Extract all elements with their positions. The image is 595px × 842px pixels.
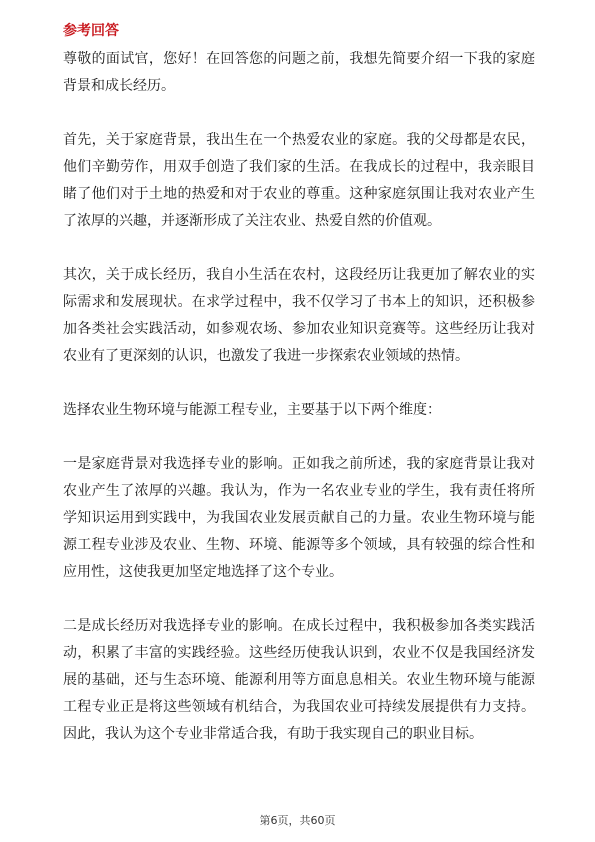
- paragraph-growth-experience: 其次，关于成长经历，我自小生活在农村，这段经历让我更加了解农业的实际需求和发展现状。在求学过程中，我不仅学习了书本上的知识，还积极参加各类社会实践活动，如参观农场、参加农业知识竞赛等。这些经历让我对农业有了更深刻的认识，也激发了我进一步探索农业领域的热情。: [63, 267, 535, 364]
- answer-body: [63, 46, 535, 748]
- paragraph-dimension-one: 一是家庭背景对我选择专业的影响。正如我之前所述，我的家庭背景让我对农业产生了浓厚的兴趣。我认为，作为一名农业专业的学生，我有责任将所学知识运用到实践中，为我国农业发展贡献自己的力量。农业生物环境与能源工程专业涉及农业、生物、环境、能源等多个领域，具有较强的综合性和应用性，这使我更加坚定地选择了这个专业。: [63, 456, 535, 580]
- paragraph-family-background: 首先，关于家庭背景，我出生在一个热爱农业的家庭。我的父母都是农民，他们辛勤劳作，用双手创造了我们家的生活。在我成长的过程中，我亲眼目睹了他们对于土地的热爱和对于农业的尊重。这种家庭氛围让我对农业产生了浓厚的兴趣，并逐渐形成了关注农业、热爱自然的价值观。: [63, 132, 535, 229]
- paragraph-intro: 尊敬的面试官，您好！在回答您的问题之前，我想先简要介绍一下我的家庭背景和成长经历。: [63, 51, 535, 94]
- paragraph-dimension-two: 二是成长经历对我选择专业的影响。在成长过程中，我积极参加各类实践活动，积累了丰富的实践经验。这些经历使我认识到，农业不仅是我国经济发展的基础，还与生态环境、能源利用等方面息息相关。农业生物环境与能源工程专业正是将这些领域有机结合，为我国农业可持续发展提供有力支持。因此，我认为这个专业非常适合我，有助于我实现自己的职业目标。: [63, 618, 535, 742]
- paragraph-choice-dimensions: 选择农业生物环境与能源工程专业，主要基于以下两个维度：: [63, 402, 441, 418]
- section-heading: 参考回答: [63, 23, 119, 39]
- page-number: 第6页，共60页: [259, 814, 336, 827]
